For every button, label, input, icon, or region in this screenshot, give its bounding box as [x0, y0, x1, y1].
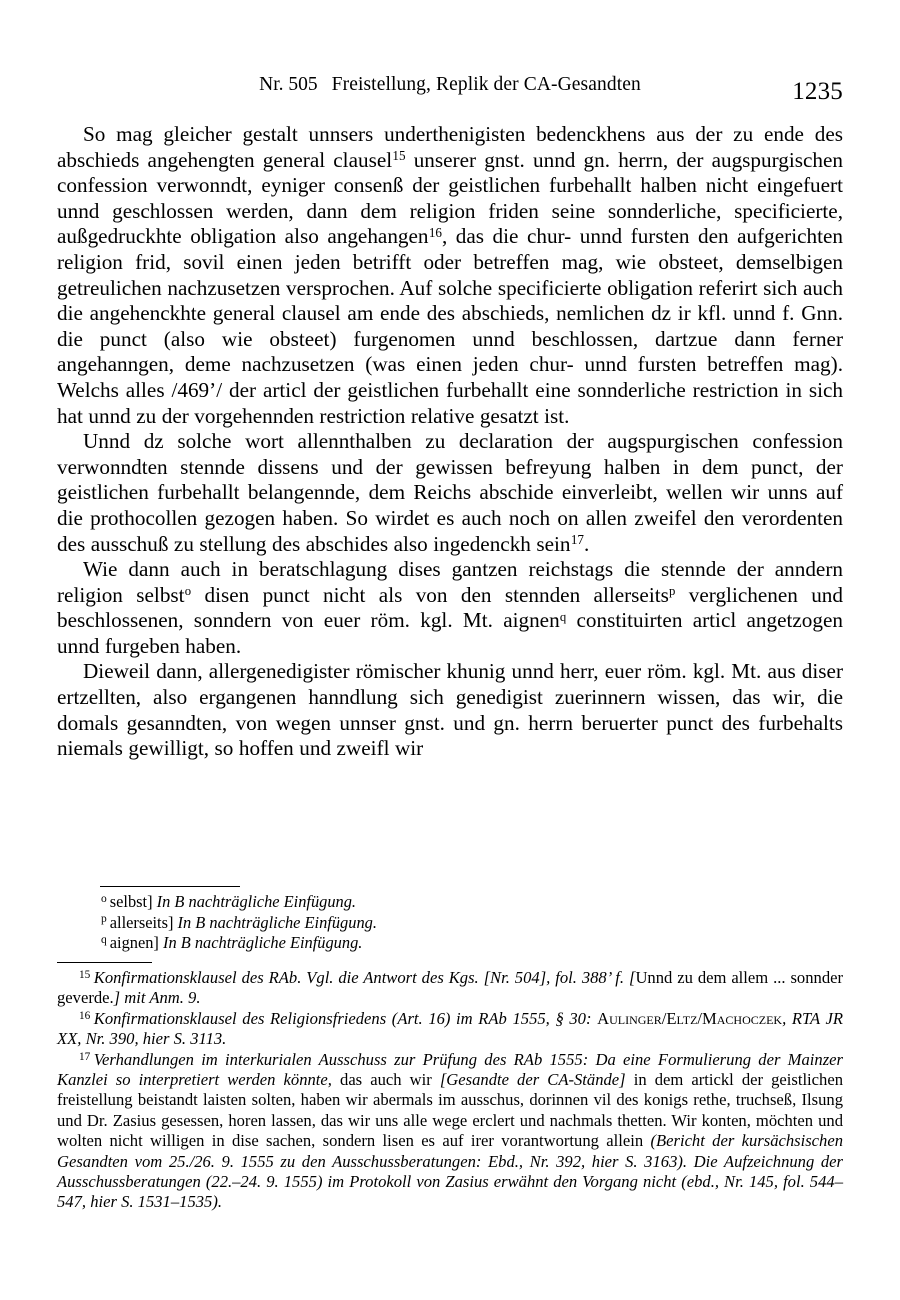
- footnote-text-run: [Gesandte der CA-Stände]: [439, 1070, 626, 1090]
- paragraph: Dieweil dann, allergenedigister römischer khunig unnd herr, euer röm. kgl. Mt. aus diser ertzellten, also ergangenen hanndlung sich genedigist zuerinnern wissen, das wir, die domals gesanndten, von wegen unnser gnst. und gn. herrn beruerter punct des furbehalts niemals gewilligt, so hoffen und zweifl wir: [57, 659, 843, 761]
- paragraph: So mag gleicher gestalt unnsers underthenigisten bedenckhens aus der zu ende des abschieds angehengten general clausel$^{15}$ unserer gnst. unnd gn. herrn, der augspurgischen confession verwonndt, eyniger consenß der geistlichen furbehallt halben nicht eingefuert unnd geschlossen werden, dann dem religion friden seine sonnderliche, specificierte, außgedruckhte obligation also angehangen$^{16}$, das die chur- unnd fursten den aufgerichten religion frid, sovil einen jeden betrifft oder betreffen mag, wie obsteet, demselbigen getreulichen nachzusetzen versprochen. Auf solche specificierte obligation referirt sich auch die angehenckhte general clausel am ende des abschieds, nemlichen dz ir kfl. unnd f. Gnn. die punct (also wie obsteet) furgenomen unnd beschlossen, dartzue dann ferner angehanngen, deme nachzusetzen (was einen jeden chur- unnd fursten betreffen mag). Welchs alles /469’/ der articl der geistlichen furbehallt eine sonnderliche restriction in sich hat unnd zu der vorgehennden restriction relative gesatzt ist.: [57, 122, 844, 428]
- textual-apparatus: [57, 886, 843, 954]
- apparatus-entry-marker: o: [101, 892, 107, 905]
- footnote-reference[interactable]: 16: [428, 224, 442, 240]
- apparatus-entry-comment: In B nachträgliche Einfügung.: [156, 892, 357, 911]
- footnote-text-run: Unnd zu dem allem ... sonnder geverde.: [57, 968, 844, 1008]
- paragraph: Unnd dz solche wort allennthalben zu declaration der augspurgischen confession verwonndten stennde dissens und der gewissen befreyung halben in dem punct, der geistlichen furbehallt belangennde, dem Reichs abschide einverleibt, wellen wir unns auf die prothocollen gezogen haben. So wirdet es auch noch on allen zweifel den verordenten des ausschuß zu stellung des abschides also ingedenckh sein$^{17}$.: [57, 429, 843, 556]
- apparatus-list: [57, 892, 843, 954]
- apparatus-reference[interactable]: o: [184, 584, 192, 599]
- apparatus-entry: [57, 913, 843, 934]
- footnote-entry-marker: 17: [79, 1050, 91, 1063]
- apparatus-rule: [100, 886, 240, 887]
- footnote-reference[interactable]: 15: [392, 147, 406, 163]
- footnote-text-run: Verhandlungen im interkurialen Ausschuss zur Prüfung des RAb 1555: Da eine Formulierung der Mainzer Kanzlei so interpretiert werden könnte,: [57, 1049, 843, 1090]
- running-head: [57, 74, 843, 104]
- footnote-text-run: (Bericht der kursächsischen Gesandten vom 25./26. 9. 1555 zu den Ausschussberatungen: Ebd., Nr. 392, hier S. 3163). Die Aufzeichnung der Ausschussberatungen (22.–24. 9. 1555) im Protokoll von Zasius erwähnt den Vorgang nicht (ebd., Nr. 145, fol. 544–547, hier S. 1531–1535).: [57, 1131, 844, 1212]
- footnotes: [57, 962, 843, 1213]
- footnote-text-run: Konfirmationsklausel des Religionsfriedens (Art. 16) im RAb 1555, § 30:: [93, 1008, 598, 1028]
- footnote-text-run: das auch wir: [340, 1070, 440, 1090]
- footnote-text-run: , RTA JR XX, Nr. 390, hier S. 3113.: [57, 1008, 843, 1049]
- running-head-title: Freistellung, Replik der CA-Gesandten: [331, 74, 641, 95]
- footnote-entry: [57, 968, 843, 1009]
- footnote-entry: [57, 1050, 843, 1213]
- apparatus-entry-marker: p: [101, 913, 107, 926]
- running-head-entry-number: Nr. 505: [259, 74, 318, 95]
- footnote-text-run: Aulinger/Eltz/Machoczek: [597, 1008, 783, 1028]
- footnote-rule: [57, 962, 152, 963]
- paragraph: Wie dann auch in beratschlagung dises gantzen reichstags die stennde der anndern religion selbst$^o$ disen punct nicht als von den stennden allerseits$^p$ verglichenen und beschlossenen, sonndern von euer röm. kgl. Mt. aignen$^q$ constituirten articl angetzogen unnd furgeben haben.: [57, 557, 843, 658]
- page-number: 1235: [792, 78, 843, 105]
- apparatus-entry-marker: q: [101, 934, 107, 947]
- apparatus-entry-lemma: selbst]: [109, 892, 157, 911]
- apparatus-entry: [57, 892, 843, 913]
- apparatus-entry-lemma: allerseits]: [109, 912, 178, 932]
- footnote-text-run: Konfirmationsklausel des RAb. Vgl. die Antwort des Kgs. [Nr. 504], fol. 388’ f. [: [93, 968, 636, 987]
- apparatus-entry-comment: In B nachträgliche Einfügung.: [162, 933, 363, 953]
- apparatus-reference[interactable]: q: [559, 609, 567, 624]
- apparatus-reference[interactable]: p: [669, 584, 676, 599]
- footnote-entry: [57, 1009, 843, 1050]
- footnote-text-run: in dem artickl der geistlichen freistellung beistandt laisten solten, haben wir abermals im ausschus, dorinnen vil des konigs rethe, truchseß, Ilsung und Dr. Zasius gesessen, horen lassen, das wir uns alle wege erclert und nachmals thetten. Wir konten, möchten und wolten nicht willigen in dise sachen, sondern lisen es auf irer vorantwortung allein: [57, 1070, 843, 1151]
- footnote-text-run: ] mit Anm. 9.: [113, 988, 201, 1008]
- footnote-entry-marker: 16: [79, 1009, 91, 1022]
- footnote-reference[interactable]: 17: [570, 531, 584, 547]
- apparatus-entry: [57, 933, 843, 954]
- footnote-entry-marker: 15: [79, 968, 91, 981]
- body-text: [57, 122, 843, 762]
- apparatus-entry-lemma: aignen]: [109, 933, 163, 953]
- footnote-list: [57, 968, 843, 1213]
- apparatus-entry-comment: In B nachträgliche Einfügung.: [177, 912, 377, 932]
